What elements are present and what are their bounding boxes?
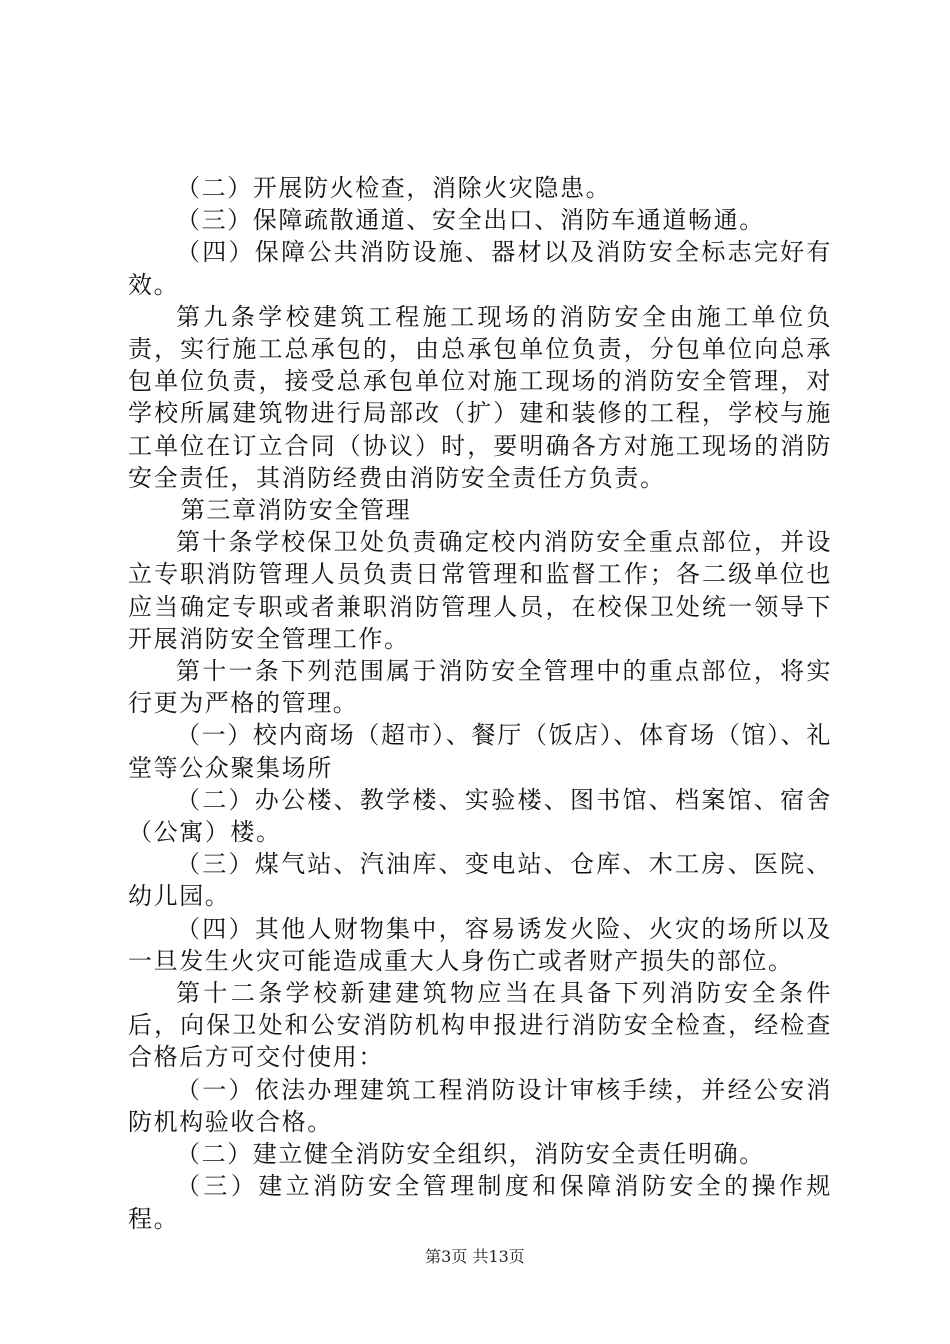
paragraph-item-4: （四）保障公共消防设施、器材以及消防安全标志完好有效。 [128,238,832,299]
article-10: 第十条学校保卫处负责确定校内消防安全重点部位，并设立专职消防管理人员负责日常管理和监督工作；各二级单位也应当确定专职或者兼职消防管理人员，在校保卫处统一领导下开展消防安全管理工作。 [128,528,832,653]
article-12: 第十二条学校新建建筑物应当在具备下列消防安全条件后，向保卫处和公安消防机构申报进行消防安全检查，经检查合格后方可交付使用： [128,979,832,1072]
article-11-item-3: （三）煤气站、汽油库、变电站、仓库、木工房、医院、幼儿园。 [128,850,832,911]
article-12-item-1: （一）依法办理建筑工程消防设计审核手续，并经公安消防机构验收合格。 [128,1075,832,1136]
article-11-item-2: （二）办公楼、教学楼、实验楼、图书馆、档案馆、宿舍（公寓）楼。 [128,785,832,847]
paragraph-item-2: （二）开展防火检查，消除火灾隐患。 [176,174,612,202]
page-number-footer: 第3页 共13页 [425,1247,525,1266]
article-12-item-3: （三）建立消防安全管理制度和保障消防安全的操作规程。 [128,1172,832,1233]
article-12-item-2: （二）建立健全消防安全组织，消防安全责任明确。 [176,1140,765,1169]
paragraph-item-3: （三）保障疏散通道、安全出口、消防车通道畅通。 [176,206,765,235]
article-9: 第九条学校建筑工程施工现场的消防安全由施工单位负责，实行施工总承包的，由总承包单位负责，分包单位向总承包单位负责，接受总承包单位对施工现场的消防安全管理，对学校所属建筑物进行局部改（扩）建和装修的工程，学校与施工单位在订立合同（协议）时，要明确各方对施工现场的消防安全责任，其消防经费由消防安全责任方负责。 [128,302,832,492]
chapter-3-heading: 第三章消防安全管理 [180,496,412,525]
article-11-item-1: （一）校内商场（超市）、餐厅（饭店）、体育场（馆）、礼堂等公众聚集场所 [128,721,832,782]
article-11-item-4: （四）其他人财物集中，容易诱发火险、火灾的场所以及一旦发生火灾可能造成重大人身伤亡或者财产损失的部位。 [128,914,832,975]
document-body [128,172,832,1235]
article-11: 第十一条下列范围属于消防安全管理中的重点部位，将实行更为严格的管理。 [128,657,832,718]
